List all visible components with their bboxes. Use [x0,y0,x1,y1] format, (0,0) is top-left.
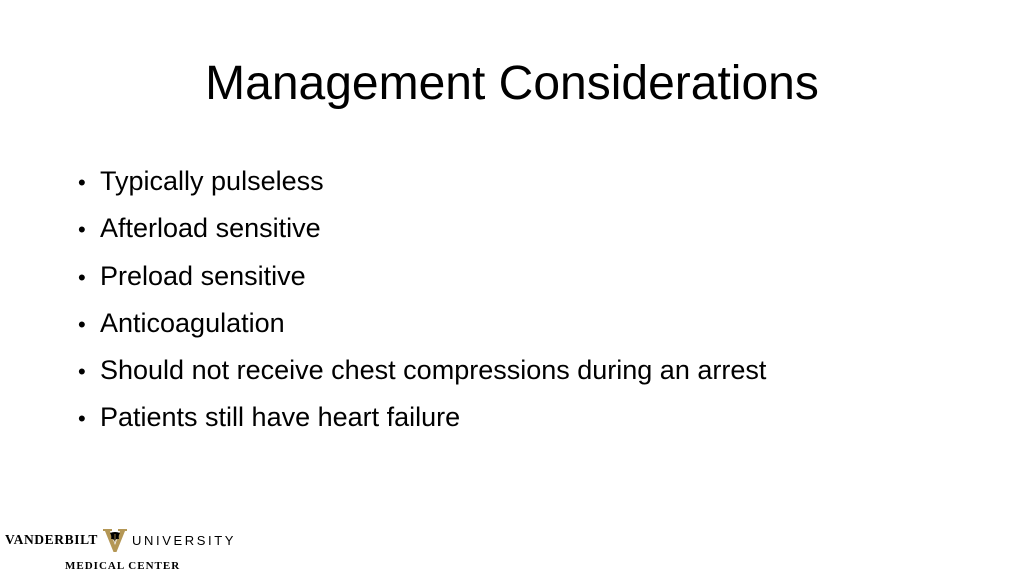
bullet-item [78,257,766,304]
bullet-icon: • [78,359,86,385]
bullet-text: Should not receive chest compressions during an arrest [100,355,767,386]
bullet-icon: • [78,170,86,195]
bullet-item [78,209,766,256]
logo-wordmark [5,526,265,554]
slide-title: Management Considerations [205,57,819,110]
logo-word-university: UNIVERSITY [132,532,237,548]
vanderbilt-oak-v-icon [101,526,129,554]
bullet-icon: • [78,217,86,243]
bullet-icon: • [78,406,86,432]
bullet-text: Afterload sensitive [100,213,321,244]
bullet-item [78,162,766,209]
bullet-item [78,351,766,398]
bullet-icon: • [78,311,86,337]
vanderbilt-logo [5,526,265,574]
bullet-item [78,304,766,351]
bullet-item [78,398,766,445]
bullet-icon: • [78,264,86,290]
bullet-text: Anticoagulation [100,307,285,338]
bullet-text: Typically pulseless [100,166,324,196]
bullet-list [78,162,766,446]
logo-word-vanderbilt: VANDERBILT [5,532,99,547]
logo-subtitle: MEDICAL CENTER [65,560,181,572]
bullet-text: Preload sensitive [100,260,306,291]
bullet-text: Patients still have heart failure [100,402,461,433]
